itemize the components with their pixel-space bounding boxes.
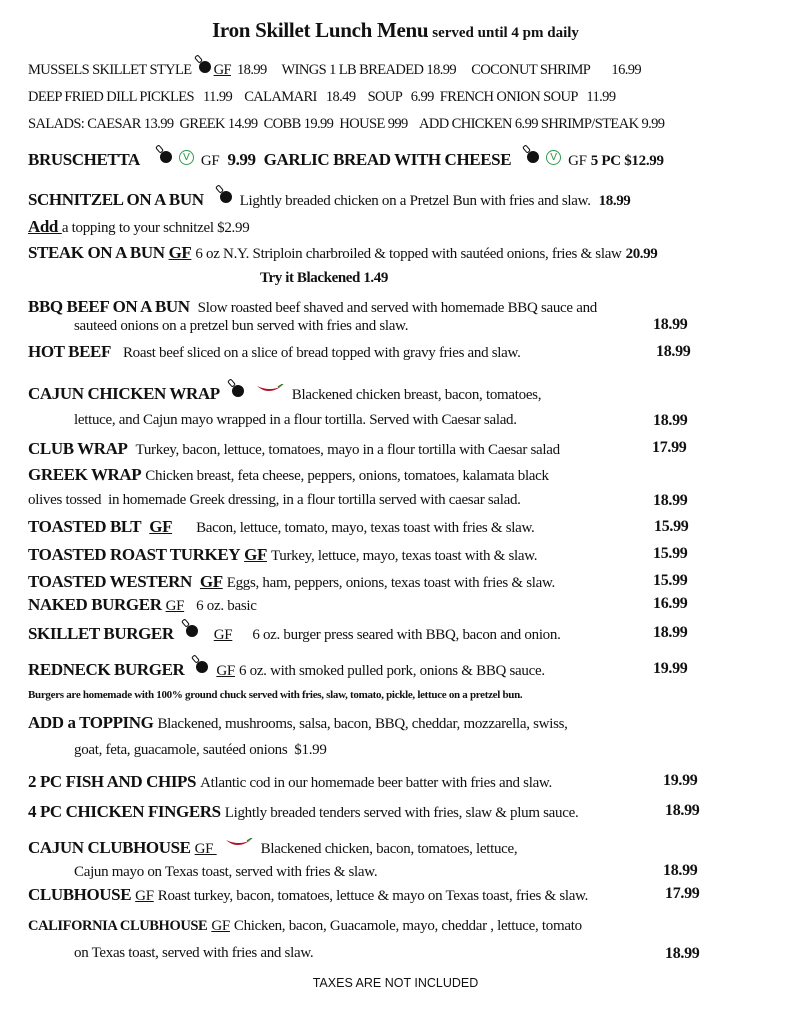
menu-item-chicken-fingers (28, 802, 578, 822)
menu-item-bbq-beef (28, 297, 597, 317)
menu-item-california-clubhouse (28, 917, 582, 935)
price-coconut-shrimp: 16.99 (611, 62, 642, 78)
gf-badge: GF (200, 153, 220, 169)
item-description-cont: sauteed onions on a pretzel bun served with fries and slaw. (74, 318, 409, 334)
gf-badge: GF (199, 572, 223, 591)
gf-badge: GF (211, 918, 230, 934)
gf-badge: GF (213, 627, 233, 643)
item-name: HOT BEEF (28, 342, 111, 361)
item-price: 18.99 (653, 492, 688, 509)
item-description: 6 oz. basic (196, 598, 257, 614)
menu-item-naked-burger (28, 595, 257, 615)
item-name: STEAK ON A BUN (28, 243, 165, 262)
item-name: CLUBHOUSE (28, 885, 132, 904)
item-price: 18.99 (653, 624, 688, 641)
skillet-icon (232, 385, 244, 397)
add-topping-text: a topping to your schnitzel $2.99 (61, 220, 250, 236)
item-name: GREEK WRAP (28, 465, 142, 484)
appetizer-row-1 (28, 62, 641, 79)
item-name: SKILLET BURGER (28, 624, 174, 643)
item-name: BRUSCHETTA (28, 150, 140, 169)
menu-item-club-wrap (28, 439, 560, 459)
item-price: 15.99 (653, 572, 688, 589)
menu-item-blt (28, 517, 535, 537)
item-price: 18.99 (598, 193, 631, 209)
menu-item-cajun-wrap (28, 384, 541, 404)
gf-badge: GF (568, 153, 587, 169)
item-description-cont: olives tossed in homemade Greek dressing, in a flour tortilla served with caesar salad. (28, 492, 521, 508)
item-description: Slow roasted beef shaved and served with homemade BBQ sauce and (197, 300, 597, 316)
item-name: CLUB WRAP (28, 439, 128, 458)
skillet-icon (196, 661, 208, 673)
item-description: Roast turkey, bacon, tomatoes, lettuce & mayo on Texas toast, fries & slaw. (157, 888, 589, 904)
gf-badge: GF (244, 545, 267, 564)
vegetarian-icon: V (546, 150, 561, 165)
item-price: 9.99 (227, 150, 256, 169)
gf-badge: GF (213, 62, 231, 78)
item-name: TOASTED WESTERN (28, 572, 192, 591)
item-price: 17.99 (665, 885, 700, 902)
item-description: Eggs, ham, peppers, onions, texas toast with fries & slaw. (226, 575, 555, 591)
item-price: 19.99 (663, 772, 698, 789)
item-name: TOASTED ROAST TURKEY (28, 545, 241, 564)
item-description-cont: lettuce, and Cajun mayo wrapped in a flour tortilla. Served with Caesar salad. (74, 412, 517, 428)
item-description: Lightly breaded chicken on a Pretzel Bun with fries and slaw. (239, 193, 591, 209)
item-name: 4 PC CHICKEN FINGERS (28, 802, 221, 821)
item-name: 2 PC FISH AND CHIPS (28, 772, 197, 791)
item-description: Chicken, bacon, Guacamole, mayo, cheddar , lettuce, tomato (233, 918, 582, 934)
schnitzel-add-topping (28, 217, 249, 237)
item-description: Blackened chicken breast, bacon, tomatoes, (291, 387, 542, 403)
item-name: REDNECK BURGER (28, 660, 185, 679)
gf-badge: GF (149, 517, 173, 536)
item-name: CALIFORNIA CLUBHOUSE (28, 918, 208, 934)
skillet-icon (527, 151, 539, 163)
skillet-icon (199, 61, 211, 73)
item-name: SCHNITZEL ON A BUN (28, 190, 204, 209)
item-description-cont: Cajun mayo on Texas toast, served with fries & slaw. (74, 864, 378, 880)
appetizer-row-2: DEEP FRIED DILL PICKLES 11.99 CALAMARI 18.49 SOUP 6.99 FRENCH ONION SOUP 11.99 (28, 89, 616, 105)
chili-pepper-icon (225, 838, 253, 848)
item-price: 17.99 (652, 439, 687, 456)
menu-item-schnitzel (28, 190, 630, 210)
gf-badge: GF (135, 888, 154, 904)
item-name: TOASTED BLT (28, 517, 142, 536)
item-description: Chicken breast, feta cheese, peppers, onions, tomatoes, kalamata black (145, 468, 549, 484)
item-description: Blackened chicken, bacon, tomatoes, lettuce, (260, 841, 518, 857)
item-name-garlic-bread: GARLIC BREAD WITH CHEESE (263, 150, 512, 169)
skillet-icon (160, 151, 172, 163)
menu-item-cajun-clubhouse (28, 838, 517, 858)
gf-badge: GF (165, 598, 185, 614)
item-price: 5 PC $12.99 (590, 153, 664, 169)
title-subtitle: served until 4 pm daily (432, 25, 579, 41)
menu-title (0, 18, 791, 43)
item-description-cont: on Texas toast, served with fries and slaw. (74, 945, 314, 961)
menu-item-western (28, 572, 555, 592)
item-wings: WINGS 1 LB BREADED 18.99 (281, 62, 457, 78)
item-description-cont: goat, feta, guacamole, sautéed onions $1.99 (74, 742, 327, 758)
menu-item-greek-wrap (28, 465, 549, 485)
item-description: Blackened, mushrooms, salsa, bacon, BBQ, cheddar, mozzarella, swiss, (157, 716, 568, 732)
item-name: BBQ BEEF ON A BUN (28, 297, 190, 316)
skillet-icon (186, 625, 198, 637)
item-price: 15.99 (654, 518, 689, 535)
item-description: Turkey, bacon, lettuce, tomatoes, mayo in a flour tortilla with Caesar salad (135, 442, 560, 458)
title-main: Iron Skillet Lunch Menu (212, 18, 429, 42)
item-price: 18.99 (656, 343, 691, 360)
item-price: 19.99 (653, 660, 688, 677)
item-name: CAJUN CHICKEN WRAP (28, 384, 220, 403)
item-price: 18.99 (663, 862, 698, 879)
item-price: 18.99 (665, 802, 700, 819)
gf-badge: GF (194, 841, 217, 857)
menu-item-hot-beef (28, 342, 521, 362)
item-description: Roast beef sliced on a slice of bread topped with gravy fries and slaw. (122, 345, 521, 361)
menu-item-redneck-burger (28, 660, 545, 680)
item-name: CAJUN CLUBHOUSE (28, 838, 191, 857)
item-name: NAKED BURGER (28, 595, 162, 614)
add-topping (28, 713, 568, 733)
item-description: Turkey, lettuce, mayo, texas toast with & slaw. (270, 548, 538, 564)
item-price: 15.99 (653, 545, 688, 562)
menu-item-steak (28, 243, 657, 263)
salads-row: SALADS: CAESAR 13.99 GREEK 14.99 COBB 19.99 HOUSE 999 ADD CHICKEN 6.99 SHRIMP/STEAK 9.99 (28, 116, 665, 132)
menu-item-fish-chips (28, 772, 552, 792)
item-description: Lightly breaded tenders served with fries, slaw & plum sauce. (224, 805, 579, 821)
burger-note: Burgers are homemade with 100% ground chuck served with fries, slaw, tomato, pickle, lettuce on a pretzel bun. (28, 689, 523, 701)
menu-item-clubhouse (28, 885, 588, 905)
add-label: Add (28, 217, 62, 236)
item-description: 6 oz. with smoked pulled pork, onions & BBQ sauce. (238, 663, 545, 679)
item-coconut-shrimp: COCONUT SHRIMP (471, 62, 591, 78)
vegetarian-icon: V (179, 150, 194, 165)
menu-item-roast-turkey (28, 545, 537, 565)
bruschetta-row (28, 150, 664, 170)
item-price: 20.99 (625, 246, 658, 262)
item-description: Atlantic cod in our homemade beer batter with fries and slaw. (200, 775, 552, 791)
gf-badge: GF (168, 243, 192, 262)
menu-item-skillet-burger (28, 624, 561, 644)
chili-pepper-icon (256, 384, 284, 394)
item-price: 18.99 (665, 945, 700, 962)
item-price: 18.99 (653, 316, 688, 333)
price-mussels: 18.99 (237, 62, 267, 78)
item-name: ADD a TOPPING (28, 713, 154, 732)
item-price: 16.99 (653, 595, 688, 612)
item-price: 18.99 (653, 412, 688, 429)
gf-badge: GF (216, 663, 235, 679)
item-description: 6 oz. burger press seared with BBQ, bacon and onion. (252, 627, 561, 643)
item-mussels: MUSSELS SKILLET STYLE (28, 62, 192, 78)
skillet-icon (220, 191, 232, 203)
taxes-note: TAXES ARE NOT INCLUDED (312, 976, 479, 990)
item-description: 6 oz N.Y. Striploin charbroiled & topped with sautéed onions, fries & slaw (195, 246, 622, 262)
item-description: Bacon, lettuce, tomato, mayo, texas toast with fries & slaw. (196, 520, 535, 536)
blackened-option: Try it Blackened 1.49 (260, 270, 388, 286)
